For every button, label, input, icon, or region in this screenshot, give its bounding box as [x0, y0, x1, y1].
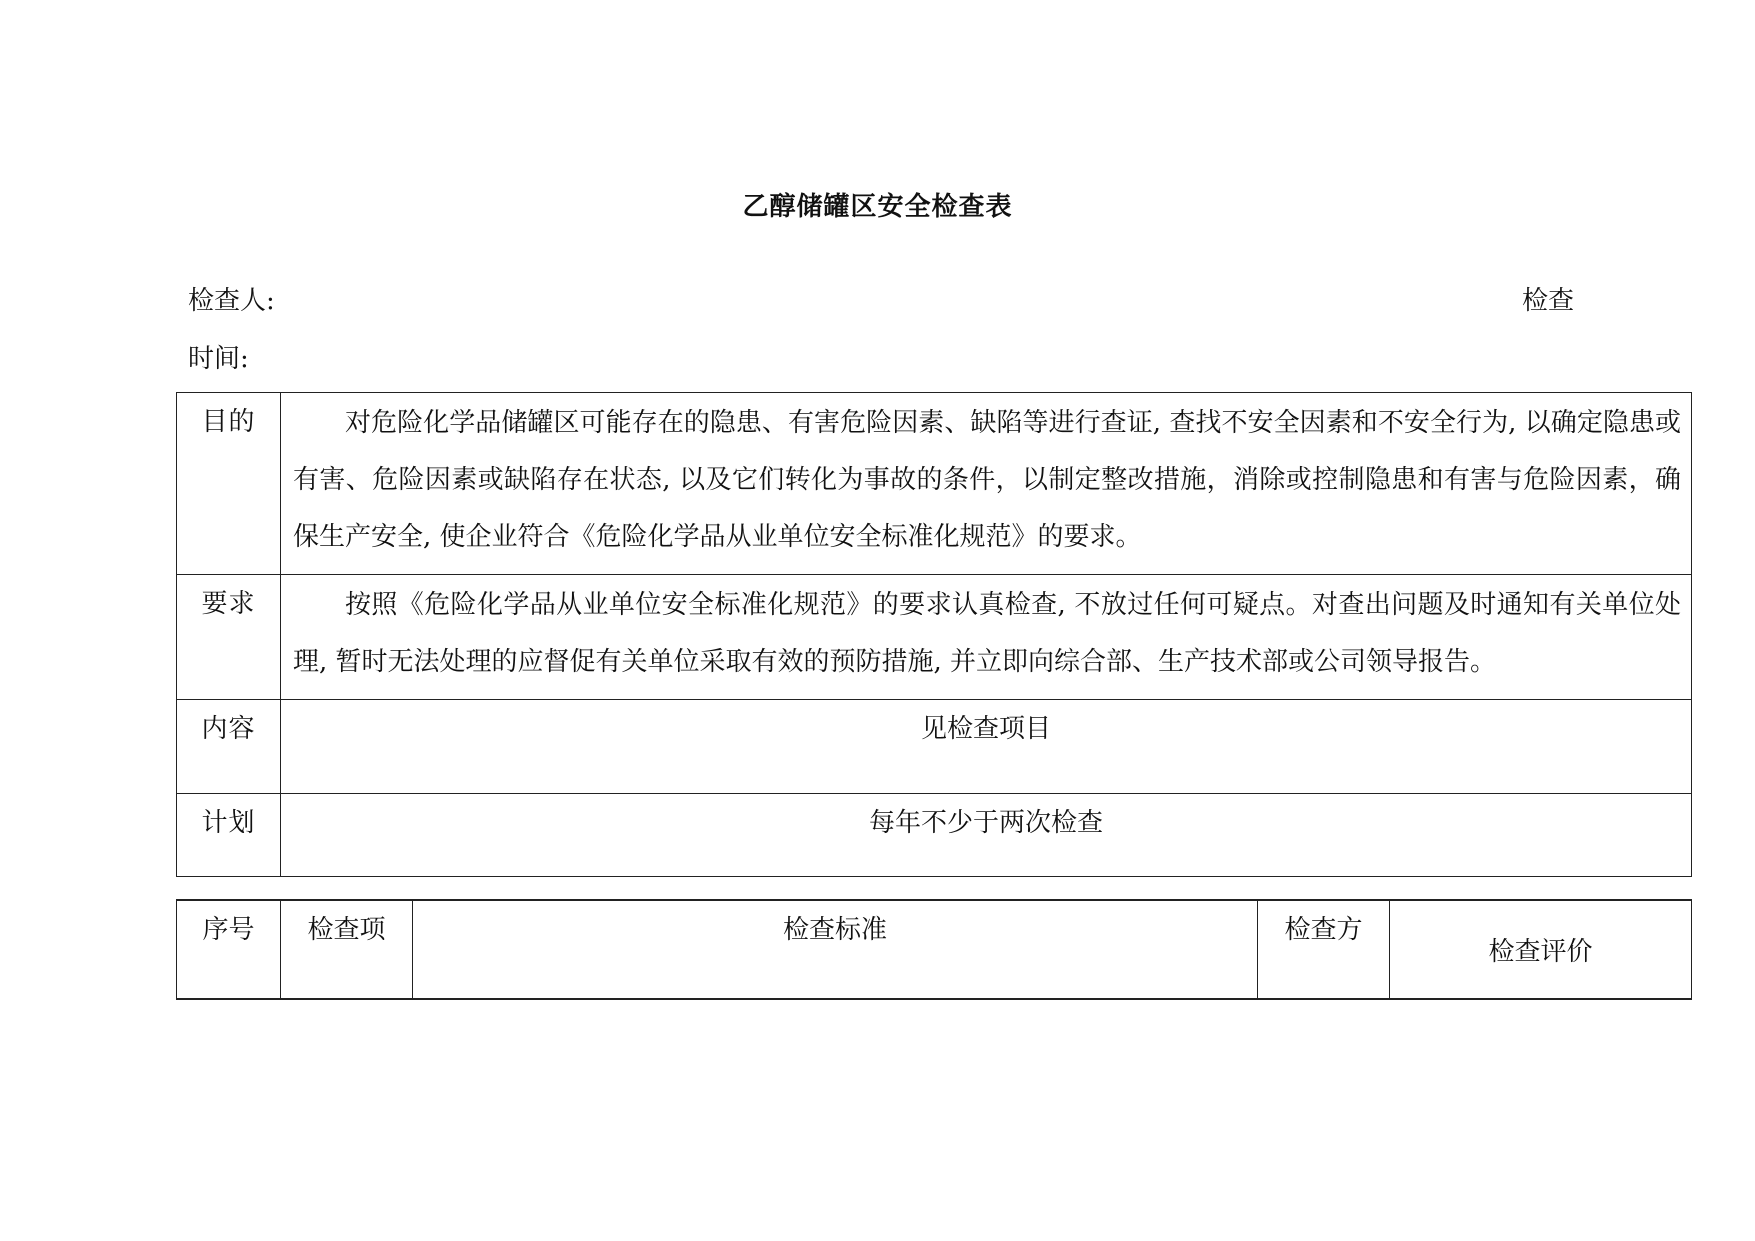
- plan-row: [177, 794, 1692, 877]
- purpose-row: [177, 393, 1692, 575]
- document-title: 乙醇储罐区安全检查表: [742, 192, 1013, 222]
- content-label: 内容: [177, 700, 281, 794]
- time-label: 时间:: [188, 344, 249, 374]
- check-label: 检查: [1522, 286, 1575, 316]
- purpose-label: 目的: [177, 393, 281, 575]
- checklist-header-table: [176, 899, 1692, 1000]
- requirement-text: 按照《危险化学品从业单位安全标准化规范》的要求认真检查, 不放过任何可疑点。对查出问题及时通知有关单位处理, 暂时无法处理的应督促有关单位采取有效的预防措施, 并立即向综合部、生产技术部或公司领导报告。: [281, 575, 1692, 700]
- column-header-serial: 序号: [177, 900, 281, 999]
- requirement-row: [177, 575, 1692, 700]
- plan-label: 计划: [177, 794, 281, 877]
- purpose-text: 对危险化学品储罐区可能存在的隐患、有害危险因素、缺陷等进行查证, 查找不安全因素和不安全行为, 以确定隐患或有害、危险因素或缺陷存在状态, 以及它们转化为事故的条件，以制定整改措施，消除或控制隐患和有害与危险因素，确保生产安全, 使企业符合《危险化学品从业单位安全标准化规范》的要求。: [281, 393, 1692, 575]
- column-header-standard: 检查标准: [413, 900, 1258, 999]
- inspection-info-table: [176, 392, 1692, 877]
- requirement-label: 要求: [177, 575, 281, 700]
- column-header-inspector-party: 检查方: [1258, 900, 1390, 999]
- content-row: [177, 700, 1692, 794]
- checklist-header-row: [177, 900, 1692, 999]
- inspector-label: 检查人:: [188, 286, 275, 316]
- plan-text: 每年不少于两次检查: [281, 794, 1692, 877]
- column-header-evaluation: 检查评价: [1390, 900, 1692, 999]
- column-header-item: 检查项: [281, 900, 413, 999]
- content-text: 见检查项目: [281, 700, 1692, 794]
